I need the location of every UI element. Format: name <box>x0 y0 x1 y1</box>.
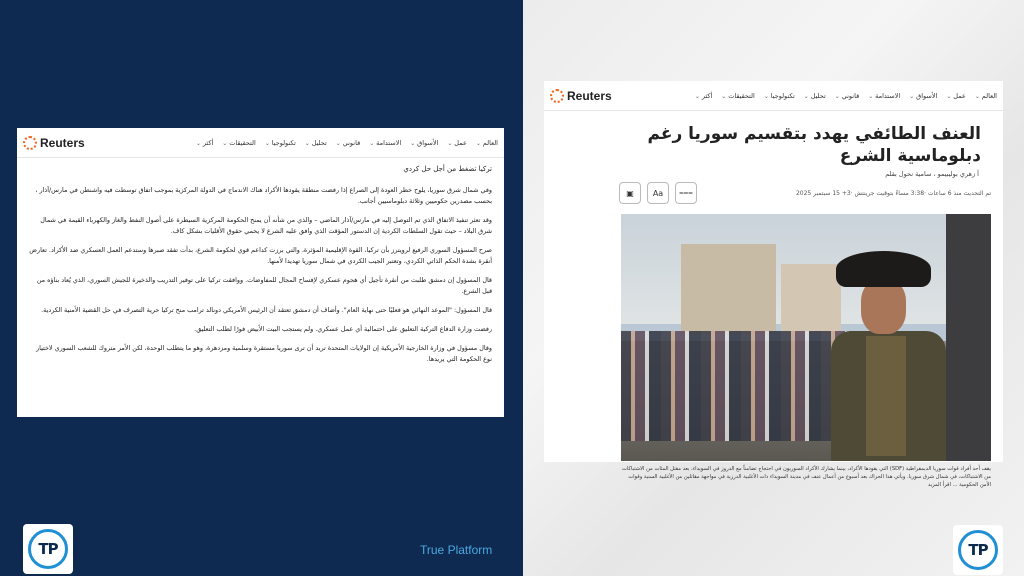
true-platform-logo <box>23 524 73 574</box>
photo-caption: يقف أحد أفراد قوات سوريا الديمقراطية (SDF) التي يقودها الأكراد، بينما يشارك الأكراد السوريون في احتجاج تضامناً مع الدروز في السويداء، بعد مقتل المئات من الاشتباكات من الاشتباكات، في شمال شرق سوريا. ويأتي هذا الحراك بعد أسبوع من أعمال عنف في مدينة السويداء ذات الأغلبية الدرزية في مواجهة مقاتلين من الأغلبية السنية وقوات الأمن الحكومية ... اقرأ المزيد <box>622 466 991 488</box>
true-platform-logo <box>953 525 1003 575</box>
menu-item[interactable]: تكنولوجيا ⌄ <box>764 92 795 100</box>
left-article-screenshot <box>17 128 504 417</box>
photo-fighter <box>826 251 951 461</box>
menu-item[interactable]: الاستدامة ⌄ <box>868 92 900 100</box>
reuters-menu <box>695 92 997 100</box>
article-paragraph: قال المسؤول إن دمشق طلبت من أنقرة تأجيل أي هجوم عسكري لإفساح المجال للمفاوضات. ووافقت تركيا على توفير التدريب والذخيرة للجيش السوري، الذي يُعاد بناؤه من قبل الشرع. <box>36 276 492 295</box>
article-paragraph: رفضت وزارة الدفاع التركية التعليق على احتمالية أي عمل عسكري. ولم يستجب البيت الأبيض فورًا لطلب التعليق. <box>194 325 492 333</box>
reuters-brand: Reuters <box>567 88 612 103</box>
menu-item[interactable]: التحقيقات ⌄ <box>721 92 755 100</box>
article-paragraph: قال المسؤول: "الموعد النهائي هو فعليًا حتى نهاية العام". وأضاف أن دمشق تعتقد أن الرئيس الأمريكي دونالد ترامب منح تركيا حرية التصرف في حل القضية الأمنية الكردية. <box>41 306 492 314</box>
right-article-screenshot <box>544 81 1003 488</box>
article-dateline: تم التحديث منذ 6 ساعات ·3:38 مساءً بتوقيت جرينتش ·3+ 15 سبتمبر 2025 <box>795 189 991 197</box>
menu-item[interactable]: تحليل ⌄ <box>305 139 327 147</box>
photo-building <box>681 244 776 334</box>
reuters-menu <box>196 139 498 147</box>
text-size-button[interactable]: Aa <box>647 182 669 204</box>
menu-item[interactable]: تحليل ⌄ <box>804 92 826 100</box>
reuters-logo-icon <box>550 89 564 103</box>
menu-item[interactable]: تكنولوجيا ⌄ <box>265 139 296 147</box>
reuters-navbar <box>17 128 504 158</box>
share-icon[interactable]: ⩶ <box>675 182 697 204</box>
menu-item[interactable]: عمل ⌄ <box>447 139 467 147</box>
menu-item[interactable]: العالم ⌄ <box>476 139 498 147</box>
menu-item[interactable]: الأسواق ⌄ <box>410 139 438 147</box>
reuters-logo-icon <box>23 136 37 150</box>
menu-item[interactable]: التحقيقات ⌄ <box>222 139 256 147</box>
menu-item[interactable]: العالم ⌄ <box>975 92 997 100</box>
article-paragraph: وفي شمال شرق سوريا، يلوح خطر العودة إلى الصراع إذا رفضت منطقة يقودها الأكراد هناك الاندماج في الدولة المركزية بموجب اتفاق توسطت فيه واشنطن في مارس/آذار ، بحسب مصدرين حكوميين وثلاثة دبلوماسيين أجانب. <box>35 186 492 205</box>
menu-item[interactable]: قانوني ⌄ <box>835 92 859 100</box>
article-paragraph: وقال مسؤول في وزارة الخارجية الأمريكية إن الولايات المتحدة تريد أن ترى سوريا مستقرة وسلمية ومزدهرة، وهو ما يتطلب الوحدة، لكن الأمر متروك للشعب السوري لاختيار نوع الحكومة التي يريدها. <box>36 344 492 363</box>
tp-logo-icon: TP <box>958 530 998 570</box>
reuters-logo[interactable] <box>550 89 612 103</box>
menu-item[interactable]: أكثر ⌄ <box>695 92 712 100</box>
reuters-navbar <box>544 81 1003 111</box>
article-meta-row <box>544 178 1003 204</box>
article-headline: العنف الطائفي يهدد بتقسيم سوريا رغم دبلوماسية الشرع <box>647 124 981 166</box>
article-photo[interactable] <box>621 214 991 461</box>
article-paragraph: وقد تعثر تنفيذ الاتفاق الذي تم التوصل إليه في مارس/آذار الماضي – والذي من شأنه أن يمنح الحكومة المركزية السيطرة على أصول النفط والغاز والكهرباء القيمة في شمال شرق البلاد – حيث تقول السلطات الكردية إن الدستور المؤقت الذي وافق عليه الشرع لا يحمي حقوق الأقليات بشكل كاف. <box>40 216 492 235</box>
photo-wall <box>946 214 991 461</box>
menu-item[interactable]: الاستدامة ⌄ <box>369 139 401 147</box>
article-tools <box>619 182 697 204</box>
menu-item[interactable]: أكثر ⌄ <box>196 139 213 147</box>
menu-item[interactable]: الأسواق ⌄ <box>909 92 937 100</box>
reuters-logo[interactable] <box>23 136 85 150</box>
platform-label: True Platform <box>420 543 493 557</box>
article-paragraph: صرح المسؤول السوري الرفيع لرويترز بأن تركيا، القوة الإقليمية المؤثرة، والتي برزت كداعم قوي لحكومة الشرع، بدأت تفقد صبرها وستدعم العمل العسكري ضد الأكراد. تعارض أنقرة بشدة الحكم الذاتي الكردي، وتعتبر الجيب الكردي في شمال سوريا تهديدا لأمنها. <box>29 246 492 265</box>
left-article-body <box>17 158 504 379</box>
menu-item[interactable]: عمل ⌄ <box>946 92 966 100</box>
menu-item[interactable]: قانوني ⌄ <box>336 139 360 147</box>
tp-logo-icon: TP <box>28 529 68 569</box>
article-subheading: تركيا تضغط من أجل حل كردي <box>403 165 492 173</box>
article-byline[interactable]: أ زهري بوليبيمو ، سامية نحول بقلم <box>885 170 979 178</box>
reuters-brand: Reuters <box>40 135 85 150</box>
bookmark-icon[interactable]: ▣ <box>619 182 641 204</box>
